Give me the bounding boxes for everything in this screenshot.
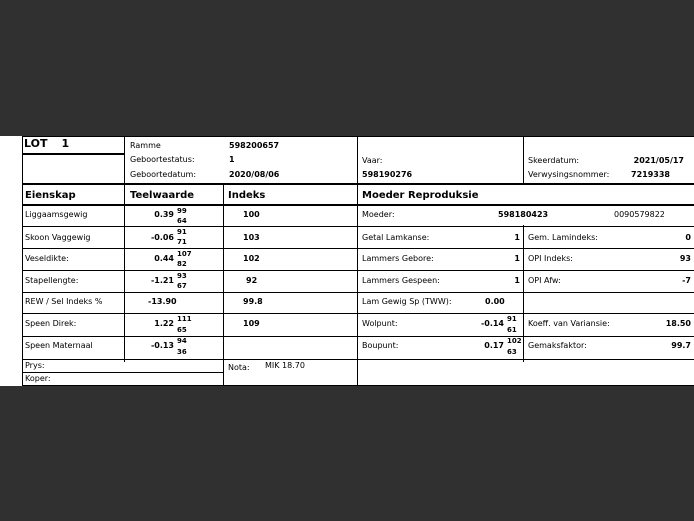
trait-value: -13.90 [148,297,177,306]
col-indeks: Indeks [228,190,266,201]
vaar-label: Vaar: [362,156,383,165]
trait-sup: 107 [177,250,192,258]
divider [357,136,358,386]
trait-sup: 99 [177,207,187,215]
boupunt-sup: 102 [507,337,522,345]
opi-afw-value: -7 [682,276,691,285]
geboortestatus-label: Geboortestatus: [130,155,195,164]
geboortestatus-value: 1 [229,155,235,164]
wolpunt-value: -0.14 [480,319,504,328]
trait-sub: 64 [177,217,187,225]
wolpunt-sup: 91 [507,315,517,323]
trait-value: 0.44 [154,254,174,263]
lammers-gebore-label: Lammers Gebore: [362,254,434,263]
lam-gewig-label: Lam Gewig Sp (TWW): [362,297,452,306]
moeder-value: 598180423 [498,210,549,219]
gemaksfaktor-label: Gemaksfaktor: [528,341,587,350]
trait-sub: 67 [177,282,187,290]
moeder-id2: 0090579822 [614,210,665,219]
gemaksfaktor-value: 99.7 [671,341,691,350]
opi-afw-label: OPI Afw: [528,276,561,285]
trait-name: Stapellengte: [25,276,79,285]
divider [22,372,224,373]
divider [22,153,124,155]
col-eienskap: Eienskap [25,190,76,201]
nota-value: MIK 18.70 [265,361,305,370]
skeerdatum-label: Skeerdatum: [528,156,580,165]
trait-value: 0.39 [154,210,174,219]
getal-lamkanse-label: Getal Lamkanse: [362,233,430,242]
lot-label: LOT 1 [24,137,70,150]
trait-sup: 111 [177,315,192,323]
geboortedatum-value: 2020/08/06 [229,170,280,179]
divider [223,185,224,386]
divider [22,270,694,271]
divider [22,248,694,249]
boupunt-sub: 63 [507,348,517,356]
trait-sup: 93 [177,272,187,280]
trait-sup: 91 [177,228,187,236]
divider [22,336,694,337]
trait-value: -0.06 [150,233,174,242]
trait-name: Skoon Vaggewig [25,233,91,242]
divider [22,136,23,386]
trait-indeks: 103 [243,233,260,242]
trait-value: 1.22 [154,319,174,328]
opi-indeks-value: 93 [679,254,691,263]
lammers-gespeen-label: Lammers Gespeen: [362,276,440,285]
lammers-gebore-value: 1 [514,254,520,263]
boupunt-value: 0.17 [484,341,504,350]
divider [22,313,694,314]
trait-sub: 71 [177,238,187,246]
lammers-gespeen-value: 1 [514,276,520,285]
divider [22,183,694,185]
gem-lamindeks-value: 0 [685,233,691,242]
trait-value: -0.13 [150,341,174,350]
trait-indeks: 102 [243,254,260,263]
divider [124,136,125,185]
ramme-value: 598200657 [229,141,280,150]
trait-sup: 94 [177,337,187,345]
verwysingsnommer-value: 7219338 [631,170,670,179]
trait-value: -1.21 [150,276,174,285]
col-teelwaarde: Teelwaarde [130,190,195,201]
moeder-label: Moeder: [362,210,395,219]
trait-name: Speen Direk: [25,319,77,328]
divider [22,292,694,293]
lam-gewig-value: 0.00 [485,297,505,306]
trait-indeks: 92 [246,276,258,285]
trait-sub: 82 [177,260,187,268]
trait-indeks: 100 [243,210,260,219]
geboortedatum-label: Geboortedatum: [130,170,197,179]
verwysingsnommer-label: Verwysingsnommer: [528,170,610,179]
skeerdatum-value: 2021/05/17 [633,156,684,165]
nota-label: Nota: [228,363,250,372]
prys-label: Prys: [25,361,45,370]
divider [22,204,694,206]
getal-lamkanse-value: 1 [514,233,520,242]
koeff-value: 18.50 [665,319,691,328]
wolpunt-label: Wolpunt: [362,319,398,328]
trait-name: Speen Maternaal [25,341,93,350]
divider [22,226,694,227]
boupunt-label: Boupunt: [362,341,399,350]
gem-lamindeks-label: Gem. Lamindeks: [528,233,598,242]
koeff-label: Koeff. van Variansie: [528,319,610,328]
opi-indeks-label: OPI Indeks: [528,254,573,263]
wolpunt-sub: 61 [507,326,517,334]
trait-indeks: 109 [243,319,260,328]
divider [22,385,694,386]
trait-name: Veseldikte: [25,254,69,263]
col-moeder-reproduksie: Moeder Reproduksie [362,190,479,201]
trait-sub: 36 [177,348,187,356]
vaar-value: 598190276 [362,170,413,179]
divider [523,136,524,185]
trait-name: Liggaamsgewig [25,210,88,219]
ramme-label: Ramme [130,141,161,150]
koper-label: Koper: [25,374,51,383]
divider [523,225,524,362]
trait-name: REW / Sel Indeks % [25,297,103,306]
trait-sub: 65 [177,326,187,334]
trait-indeks: 99.8 [243,297,263,306]
divider [22,359,694,360]
